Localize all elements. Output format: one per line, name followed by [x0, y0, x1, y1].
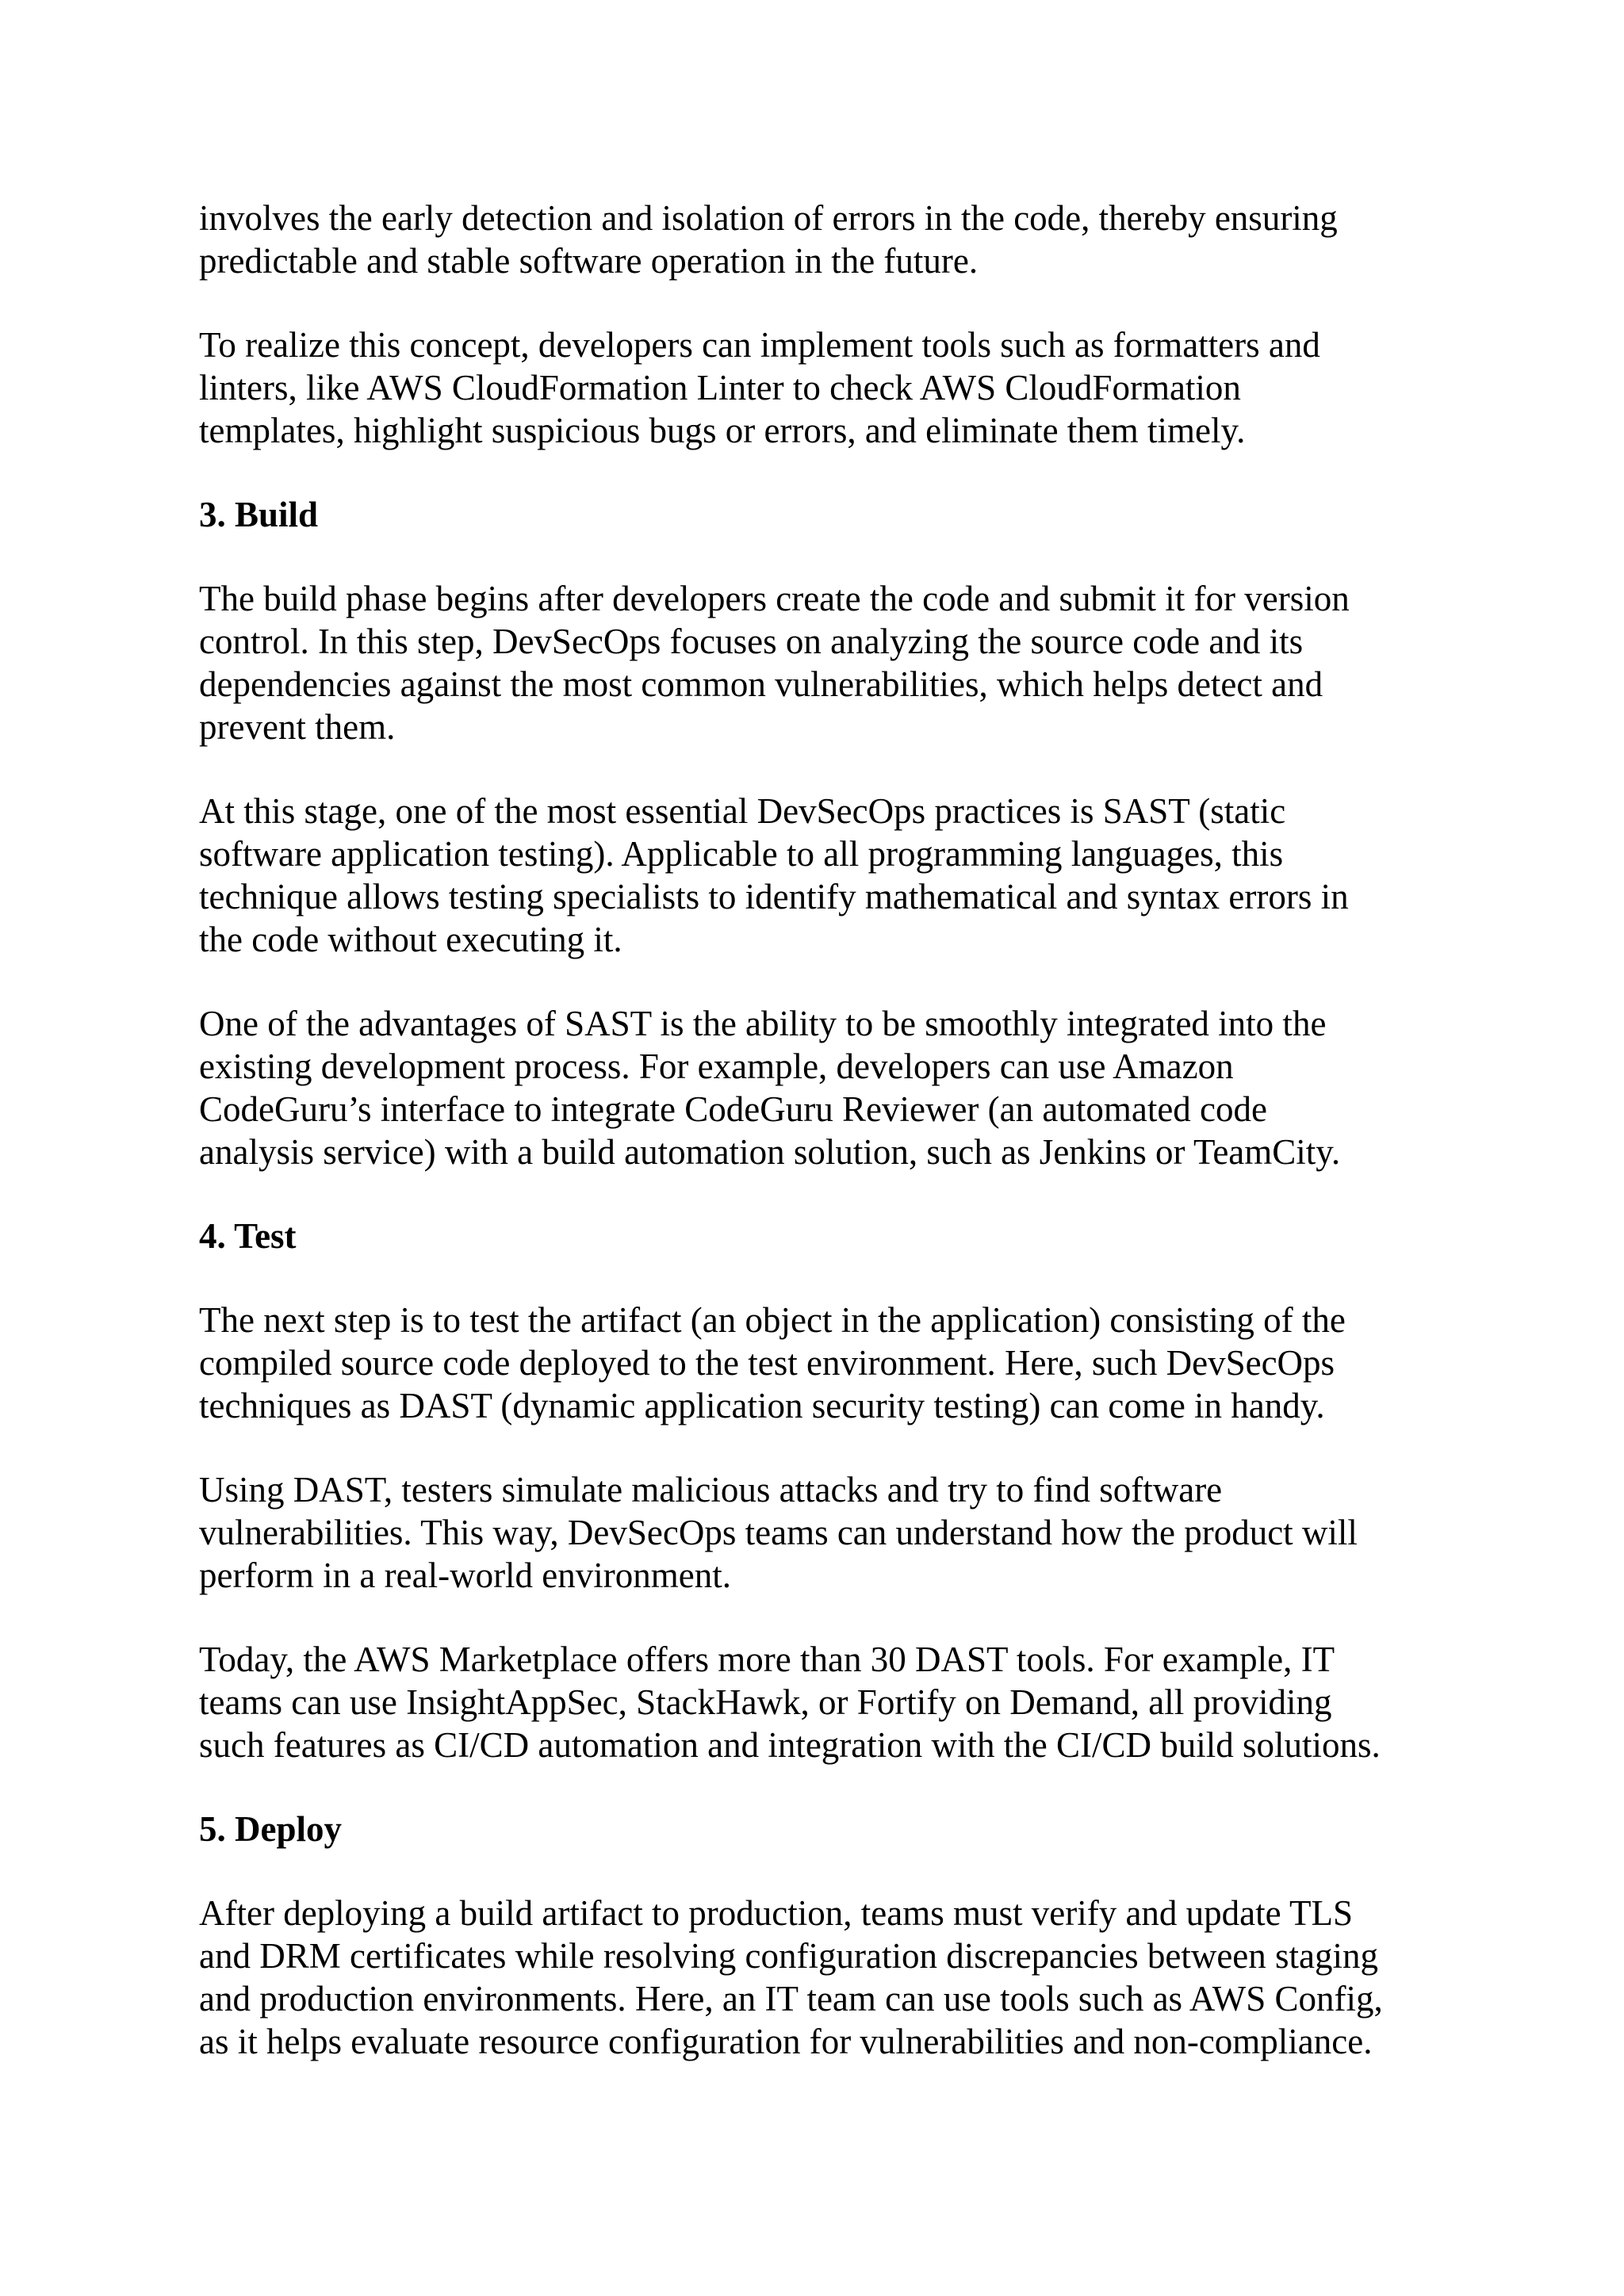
paragraph-sast [199, 790, 1468, 961]
heading-text: 5. Deploy [199, 1809, 342, 1849]
text-line: the code without executing it. [199, 920, 622, 959]
text-line: Using DAST, testers simulate malicious attacks and try to find software [199, 1470, 1223, 1510]
text-line: The build phase begins after developers create the code and submit it for version [199, 579, 1350, 618]
text-line: teams can use InsightAppSec, StackHawk, or Fortify on Demand, all providing [199, 1682, 1332, 1722]
section-heading-deploy [199, 1808, 1468, 1850]
text-line: compiled source code deployed to the test environment. Here, such DevSecOps [199, 1343, 1335, 1383]
paragraph-error-detection [199, 197, 1468, 282]
text-line: and production environments. Here, an IT team can use tools such as AWS Config, [199, 1979, 1383, 2019]
paragraph-dast-tools [199, 1638, 1468, 1766]
text-line: and DRM certificates while resolving configuration discrepancies between staging [199, 1936, 1379, 1976]
text-line: dependencies against the most common vulnerabilities, which helps detect and [199, 664, 1323, 704]
text-line: prevent them. [199, 707, 396, 747]
text-line: software application testing). Applicable to all programming languages, this [199, 834, 1284, 874]
heading-text: 3. Build [199, 495, 319, 534]
text-line: templates, highlight suspicious bugs or errors, and eliminate them timely. [199, 411, 1246, 450]
section-heading-build [199, 493, 1468, 536]
text-line: vulnerabilities. This way, DevSecOps teams can understand how the product will [199, 1513, 1358, 1552]
paragraph-dast [199, 1468, 1468, 1597]
paragraph-deploy [199, 1892, 1468, 2063]
text-line: Today, the AWS Marketplace offers more than 30 DAST tools. For example, IT [199, 1640, 1335, 1679]
text-line: CodeGuru’s interface to integrate CodeGuru Reviewer (an automated code [199, 1089, 1267, 1129]
text-line: The next step is to test the artifact (an object in the application) consisting of the [199, 1300, 1346, 1340]
text-line: analysis service) with a build automation solution, such as Jenkins or TeamCity. [199, 1132, 1341, 1172]
text-line: predictable and stable software operation in the future. [199, 241, 979, 281]
text-line: control. In this step, DevSecOps focuses on analyzing the source code and its [199, 622, 1304, 661]
text-line: existing development process. For example, developers can use Amazon [199, 1047, 1234, 1086]
text-line: After deploying a build artifact to production, teams must verify and update TLS [199, 1893, 1354, 1933]
text-line: To realize this concept, developers can implement tools such as formatters and [199, 325, 1320, 365]
paragraph-linters [199, 323, 1468, 452]
text-line: linters, like AWS CloudFormation Linter to check AWS CloudFormation [199, 368, 1241, 408]
text-line: techniques as DAST (dynamic application security testing) can come in handy. [199, 1386, 1325, 1425]
text-line: as it helps evaluate resource configuration for vulnerabilities and non-compliance. [199, 2022, 1373, 2061]
paragraph-test-artifact [199, 1299, 1468, 1427]
heading-text: 4. Test [199, 1216, 297, 1256]
paragraph-build-phase [199, 577, 1468, 748]
text-line: such features as CI/CD automation and integration with the CI/CD build solutions. [199, 1725, 1381, 1765]
paragraph-sast-advantages [199, 1002, 1468, 1173]
text-line: involves the early detection and isolation of errors in the code, thereby ensuring [199, 198, 1338, 238]
text-line: At this stage, one of the most essential DevSecOps practices is SAST (static [199, 791, 1286, 831]
text-line: One of the advantages of SAST is the ability to be smoothly integrated into the [199, 1004, 1327, 1043]
section-heading-test [199, 1215, 1468, 1257]
text-line: perform in a real-world environment. [199, 1556, 732, 1595]
document-body [199, 197, 1468, 2104]
text-line: technique allows testing specialists to identify mathematical and syntax errors in [199, 877, 1349, 916]
